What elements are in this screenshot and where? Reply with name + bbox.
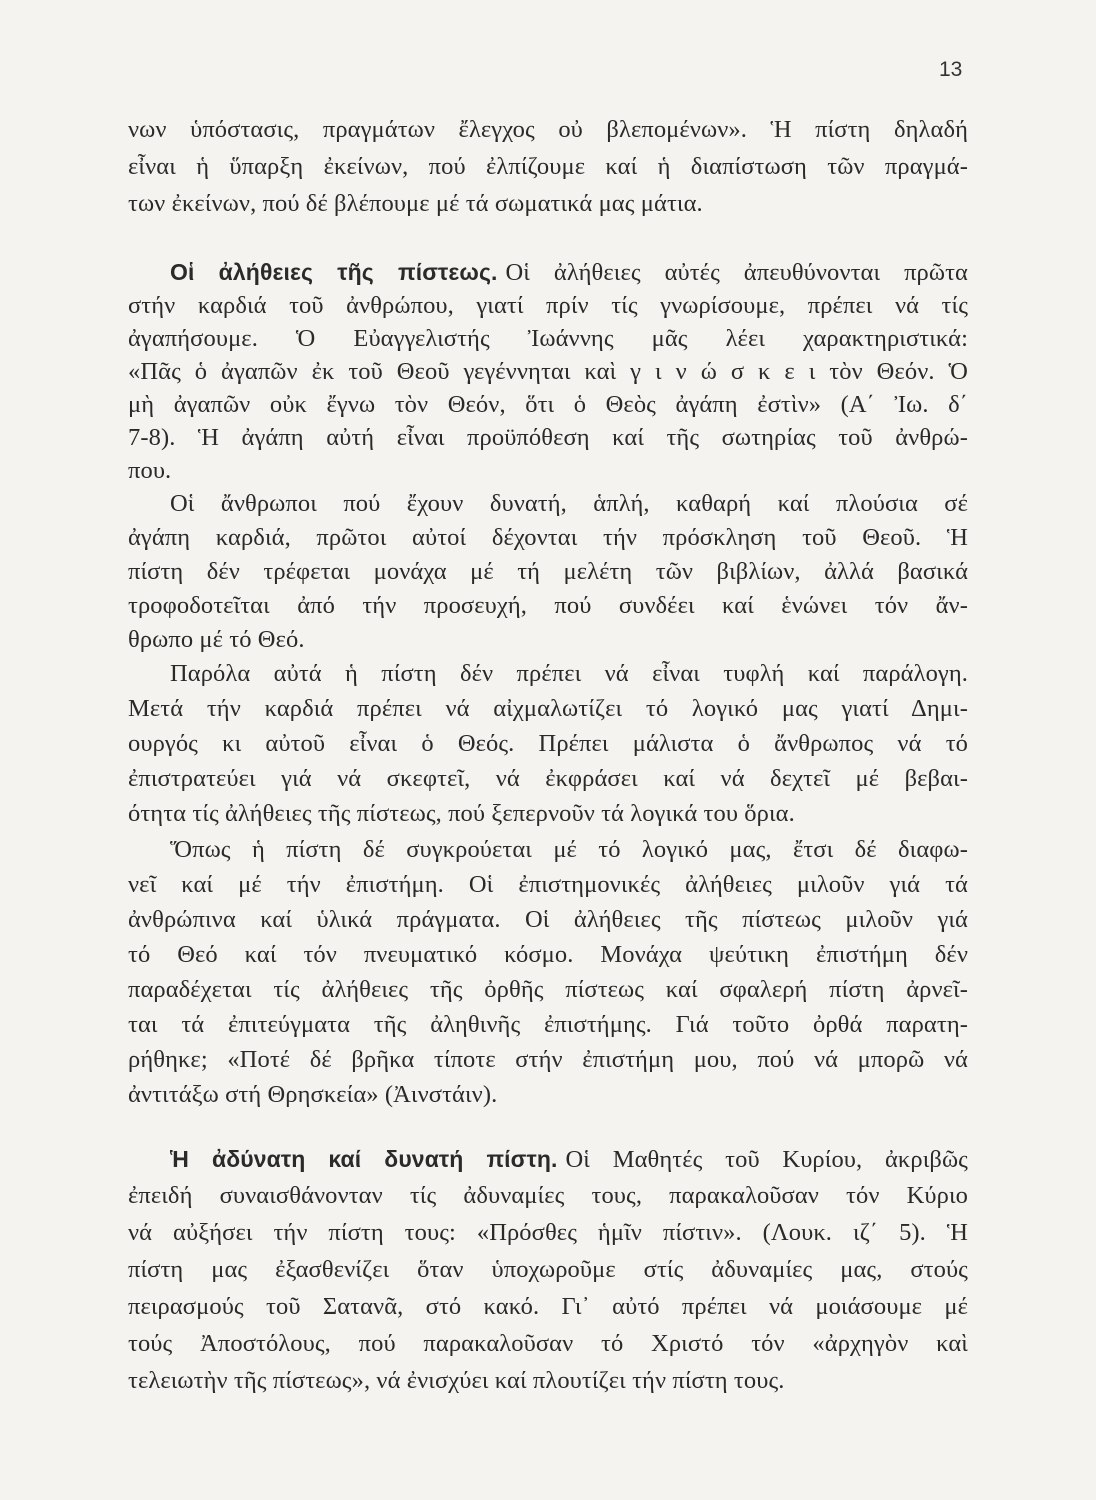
text-line: τούς Ἀποστόλους, πού παρακαλοῦσαν τό Χριστό τόν «ἀρχηγὸν καὶ bbox=[128, 1330, 968, 1357]
page-number: 13 bbox=[939, 58, 963, 81]
text-line: στήν καρδιά τοῦ ἀνθρώπου, γιατί πρίν τίς γνωρίσουμε, πρέπει νά τίς bbox=[128, 292, 968, 319]
text-line: τροφοδοτεῖται ἀπό τήν προσευχή, πού συνδέει καί ἑνώνει τόν ἄν- bbox=[128, 592, 968, 619]
text-line: πειρασμούς τοῦ Σατανᾶ, στό κακό. Γι᾽ αὐτό πρέπει νά μοιάσουμε μέ bbox=[128, 1293, 968, 1320]
text-line: νά αὐξήσει τήν πίστη τους: «Πρόσθες ἡμῖν πίστιν». (Λουκ. ιζ΄ 5). Ἡ bbox=[128, 1219, 968, 1246]
text-line: ἀντιτάξω στή Θρησκεία» (Ἀινστάιν). bbox=[128, 1081, 498, 1108]
text-line: Παρόλα αὐτά ἡ πίστη δέν πρέπει νά εἶναι τυφλή καί παράλογη. bbox=[170, 660, 968, 687]
text-line: ται τά ἐπιτεύγματα τῆς ἀληθινῆς ἐπιστήμης. Γιά τοῦτο ὀρθά παρατη- bbox=[128, 1011, 968, 1038]
text-line: ότητα τίς ἀλήθειες τῆς πίστεως, πού ξεπερνοῦν τά λογικά του ὅρια. bbox=[128, 800, 795, 827]
text-line: θρωπο μέ τό Θεό. bbox=[128, 626, 305, 653]
text-line: νων ὑπόστασις, πραγμάτων ἔλεγχος οὐ βλεπομένων». Ἡ πίστη δηλαδή bbox=[128, 116, 968, 143]
text-line: πίστη μας ἐξασθενίζει ὅταν ὑποχωροῦμε στίς ἀδυναμίες μας, στούς bbox=[128, 1256, 968, 1283]
text-line: μὴ ἀγαπῶν οὐκ ἔγνω τὸν Θεόν, ὅτι ὁ Θεὸς ἀγάπη ἐστὶν» (Α΄ Ἰω. δ΄ bbox=[128, 391, 968, 418]
text-line: ἀγάπη καρδιά, πρῶτοι αὐτοί δέχονται τήν πρόσκληση τοῦ Θεοῦ. Ἡ bbox=[128, 524, 968, 551]
text-line: εἶναι ἡ ὕπαρξη ἐκείνων, πού ἐλπίζουμε καί ἡ διαπίστωση τῶν πραγμά- bbox=[128, 153, 968, 180]
section-heading-line bbox=[170, 1143, 968, 1175]
text-line: ἐπιστρατεύει γιά νά σκεφτεῖ, νά ἐκφράσει καί νά δεχτεῖ μέ βεβαι- bbox=[128, 765, 968, 792]
text-line: πίστη δέν τρέφεται μονάχα μέ τή μελέτη τῶν βιβλίων, ἀλλά βασικά bbox=[128, 558, 968, 585]
text-line: τελειωτὴν τῆς πίστεως», νά ἐνισχύει καί πλουτίζει τήν πίστη τους. bbox=[128, 1367, 785, 1394]
text-line: που. bbox=[128, 457, 172, 484]
text-line: ρήθηκε; «Ποτέ δέ βρῆκα τίποτε στήν ἐπιστήμη μου, πού νά μπορῶ νά bbox=[128, 1046, 968, 1073]
text-line: νεῖ καί μέ τήν ἐπιστήμη. Οἱ ἐπιστημονικές ἀλήθειες μιλοῦν γιά τά bbox=[128, 871, 968, 898]
text-line: ουργός κι αὐτοῦ εἶναι ὁ Θεός. Πρέπει μάλιστα ὁ ἄνθρωπος νά τό bbox=[128, 730, 968, 757]
section-heading: Ἡ ἀδύνατη καί δυνατή πίστη. bbox=[170, 1146, 558, 1172]
text-line: ἀνθρώπινα καί ὑλικά πράγματα. Οἱ ἀλήθειες τῆς πίστεως μιλοῦν γιά bbox=[128, 906, 968, 933]
text-line: ἐπειδή συναισθάνονταν τίς ἀδυναμίες τους, παρακαλοῦσαν τόν Κύριο bbox=[128, 1182, 968, 1209]
text-run: Οἱ Μαθητές τοῦ Κυρίου, ἀκριβῶς bbox=[565, 1146, 968, 1173]
text-line: 7-8). Ἡ ἀγάπη αὐτή εἶναι προϋπόθεση καί τῆς σωτηρίας τοῦ ἀνθρώ- bbox=[128, 424, 968, 451]
text-line: «Πᾶς ὁ ἀγαπῶν ἐκ τοῦ Θεοῦ γεγέννηται καὶ γ ι ν ώ σ κ ε ι τὸν Θεόν. Ὁ bbox=[128, 358, 968, 385]
text-line: Μετά τήν καρδιά πρέπει νά αἰχμαλωτίζει τό λογικό μας γιατί Δημι- bbox=[128, 695, 968, 722]
text-line: των ἐκείνων, πού δέ βλέπουμε μέ τά σωματικά μας μάτια. bbox=[128, 190, 703, 217]
text-line: τό Θεό καί τόν πνευματικό κόσμο. Μονάχα ψεύτικη ἐπιστήμη δέν bbox=[128, 941, 968, 968]
text-line: Ὅπως ἡ πίστη δέ συγκρούεται μέ τό λογικό μας, ἔτσι δέ διαφω- bbox=[170, 836, 968, 863]
text-line: Οἱ ἄνθρωποι πού ἔχουν δυνατή, ἁπλή, καθαρή καί πλούσια σέ bbox=[170, 490, 968, 517]
text-run: Οἱ ἀλήθειες αὐτές ἀπευθύνονται πρῶτα bbox=[505, 259, 968, 286]
text-line: παραδέχεται τίς ἀλήθειες τῆς ὀρθῆς πίστεως καί σφαλερή πίστη ἀρνεῖ- bbox=[128, 976, 968, 1003]
section-heading-line bbox=[170, 256, 968, 288]
section-heading: Οἱ ἀλήθειες τῆς πίστεως. bbox=[170, 259, 498, 285]
text-line: ἀγαπήσουμε. Ὁ Εὐαγγελιστής Ἰωάννης μᾶς λέει χαρακτηριστικά: bbox=[128, 325, 968, 352]
